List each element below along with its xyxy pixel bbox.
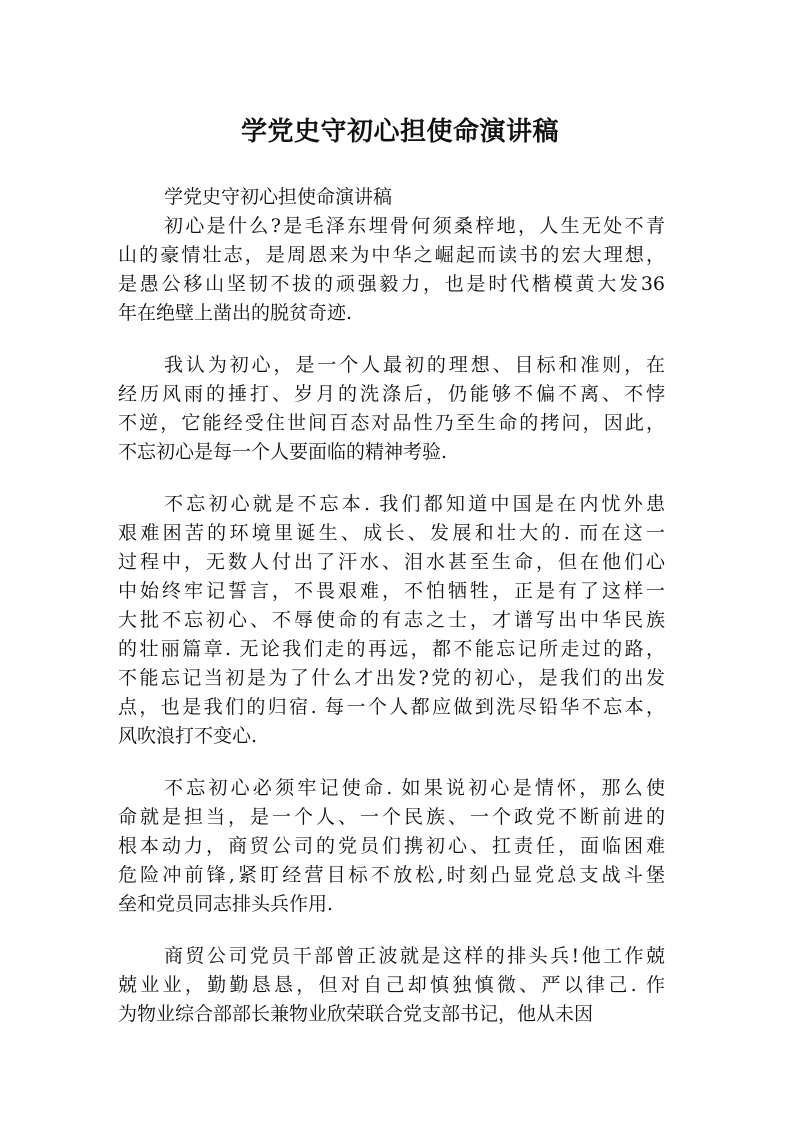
- paragraph: [118, 490, 665, 751]
- paragraph-spacer: [118, 919, 665, 942]
- text-line: 为物业综合部部长兼物业欣荣联合党支部书记，他从未因: [118, 1003, 594, 1025]
- text-line: 经历风雨的捶打、岁月的洗涤后，仍能够不偏不离、不悖: [118, 383, 665, 405]
- document-title: 学党史守初心担使命演讲稿: [240, 117, 559, 147]
- text-line: 点，也是我们的归宿. 每一个人都应做到洗尽铅华不忘本，: [118, 696, 665, 718]
- text-line: 的壮丽篇章. 无论我们走的再远，都不能忘记所走过的路，: [118, 638, 665, 660]
- text-line: 不忘初心就是不忘本. 我们都知道中国是在内忧外患: [164, 493, 665, 515]
- text-line: 是愚公移山坚韧不拔的顽强毅力，也是时代楷模黄大发36: [118, 273, 665, 295]
- text-line: 年在绝壁上凿出的脱贫奇迹.: [118, 302, 353, 324]
- text-line: 不能忘记当初是为了什么才出发?党的初心，是我们的出发: [118, 667, 665, 689]
- text-line: 艰难困苦的环境里诞生、成长、发展和壮大的. 而在这一: [118, 522, 665, 544]
- paragraph: [118, 774, 665, 919]
- text-line: 不逆，它能经受住世间百态对品性乃至生命的拷问，因此，: [118, 412, 665, 434]
- text-line: 中始终牢记誓言，不畏艰难，不怕牺牲，正是有了这样一: [118, 580, 665, 602]
- text-line: 不忘初心必须牢记使命. 如果说初心是情怀，那么使: [164, 777, 665, 799]
- text-line: 不忘初心是每一个人要面临的精神考验.: [118, 441, 448, 463]
- text-line: 风吹浪打不变心.: [118, 725, 258, 747]
- paragraph-spacer: [118, 751, 665, 774]
- text-line: 大批不忘初心、不辱使命的有志之士，才谱写出中华民族: [118, 609, 665, 631]
- text-line: 命就是担当，是一个人、一个民族、一个政党不断前进的: [118, 806, 665, 828]
- text-line: 山的豪情壮志，是周恩来为中华之崛起而读书的宏大理想，: [118, 244, 665, 266]
- text-line: 初心是什么?是毛泽东埋骨何须桑梓地，人生无处不青: [164, 215, 665, 237]
- text-line: 垒和党员同志排头兵作用.: [118, 893, 334, 915]
- text-line: 商贸公司党员干部曾正波就是这样的排头兵!他工作兢: [164, 945, 665, 967]
- text-line: 根本动力，商贸公司的党员们携初心、扛责任，面临困难: [118, 835, 665, 857]
- text-line: 危险冲前锋,紧盯经营目标不放松,时刻凸显党总支战斗堡: [118, 864, 665, 886]
- text-line: 兢业业，勤勤恳恳，但对自己却慎独慎微、严以律己. 作: [118, 974, 665, 996]
- text-line: 学党史守初心担使命演讲稿: [164, 186, 393, 208]
- document-body: [118, 183, 665, 1029]
- paragraph: [118, 351, 665, 467]
- paragraph: [118, 942, 665, 1029]
- paragraph: [118, 212, 665, 328]
- paragraph-spacer: [118, 467, 665, 490]
- text-line: 我认为初心，是一个人最初的理想、目标和准则，在: [164, 354, 665, 376]
- document-subtitle: [118, 183, 665, 212]
- text-line: 过程中，无数人付出了汗水、泪水甚至生命，但在他们心: [118, 551, 665, 573]
- paragraph-spacer: [118, 328, 665, 351]
